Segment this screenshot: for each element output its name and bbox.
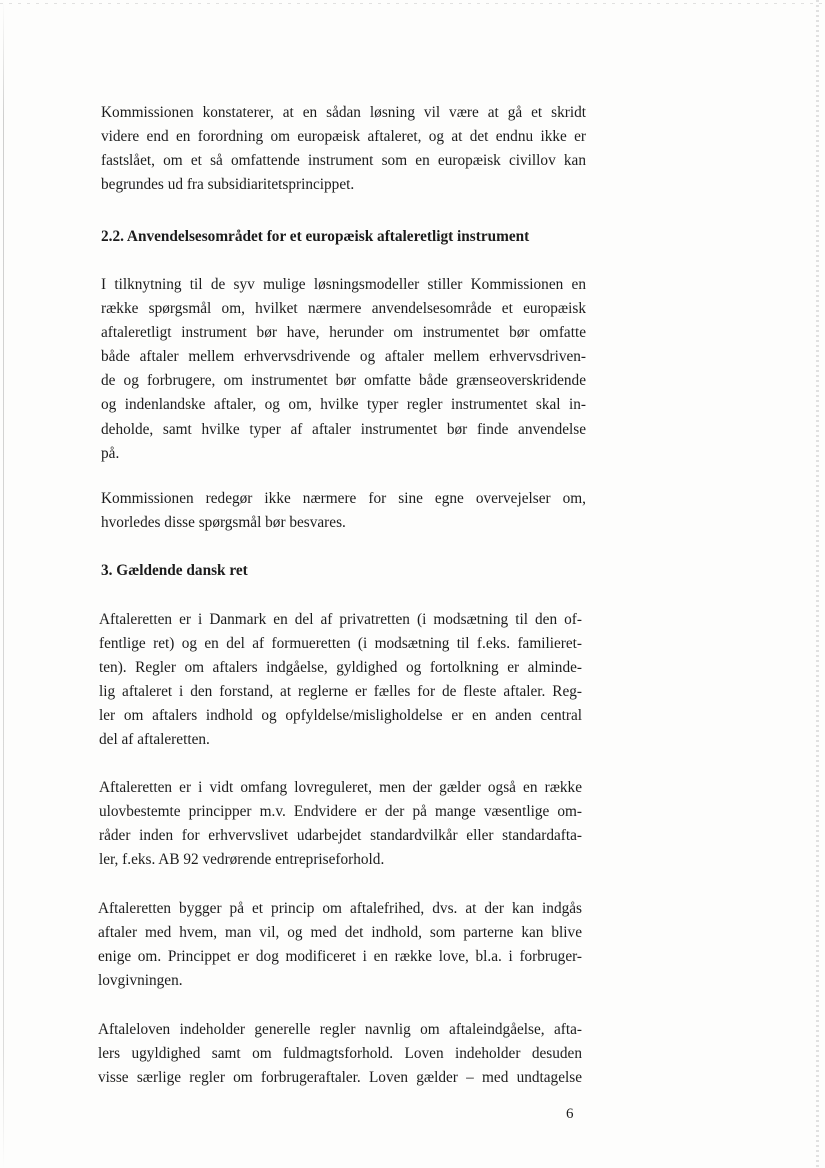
paragraph-line: visse særlige regler om forbrugeraftaler. Loven gælder – med undtagelse bbox=[98, 1069, 582, 1087]
paragraph-1 bbox=[101, 101, 586, 197]
paragraph-line: ulovbestemte principper m.v. Endvidere er der på mange væsentlige om- bbox=[99, 803, 582, 821]
paragraph-line: ler om aftalers indhold og opfyldelse/misligholdelse er en anden central bbox=[99, 707, 582, 725]
paragraph-line: og indenlandske aftaler, og om, hvilke typer regler instrumentet skal in- bbox=[101, 396, 586, 414]
paragraph-line: Aftaleretten er i vidt omfang lovreguleret, men der gælder også en række bbox=[99, 779, 582, 796]
paragraph-line: lovgivningen. bbox=[98, 972, 183, 990]
paragraph-line: hvorledes disse spørgsmål bør besvares. bbox=[101, 514, 346, 532]
paragraph-line: fastslået, om et så omfattende instrument som en europæisk civillov kan bbox=[101, 152, 586, 170]
paragraph-2 bbox=[101, 273, 586, 466]
paragraph-line: ler, f.eks. AB 92 vedrørende entrepriseforhold. bbox=[99, 851, 385, 869]
paragraph-7 bbox=[98, 1018, 582, 1090]
paragraph-line: fentlige ret) og en del af formueretten (i modsætning til f.eks. familieret- bbox=[99, 635, 582, 653]
paragraph-line: Kommissionen redegør ikke nærmere for sine egne overvejelser om, bbox=[101, 490, 586, 507]
section-heading-2-2: 2.2. Anvendelsesområdet for et europæisk aftaleretligt instrument bbox=[101, 228, 530, 245]
paragraph-line: I tilknytning til de syv mulige løsningsmodeller stiller Kommissionen en bbox=[101, 276, 586, 293]
scan-edge-right bbox=[816, 0, 819, 1168]
paragraph-line: del af aftaleretten. bbox=[99, 731, 210, 749]
paragraph-line: Aftaleretten er i Danmark en del af privatretten (i modsætning til den of- bbox=[99, 611, 582, 628]
section-heading-3: 3. Gældende dansk ret bbox=[101, 562, 248, 579]
paragraph-line: lers ugyldighed samt om fuldmagtsforhold. Loven indeholder desuden bbox=[98, 1045, 582, 1063]
paragraph-line: begrundes ud fra subsidiaritetsprincippet. bbox=[101, 176, 355, 194]
paragraph-4 bbox=[99, 608, 582, 753]
paragraph-3 bbox=[101, 487, 586, 535]
paragraph-line: Kommissionen konstaterer, at en sådan løsning vil være at gå et skridt bbox=[101, 104, 586, 121]
paragraph-line: Aftaleloven indeholder generelle regler navnlig om aftaleindgåelse, afta- bbox=[98, 1021, 582, 1038]
scan-edge-top bbox=[0, 3, 825, 4]
paragraph-line: aftaleretligt instrument bør have, herunder om instrumentet bør omfatte bbox=[101, 324, 586, 342]
paragraph-line: Aftaleretten bygger på et princip om aftalefrihed, dvs. at der kan indgås bbox=[98, 900, 582, 917]
paragraph-line: deholde, samt hvilke typer af aftaler instrumentet bør finde anvendelse bbox=[101, 420, 586, 438]
paragraph-line: ten). Regler om aftalers indgåelse, gyldighed og fortolkning er alminde- bbox=[99, 659, 582, 677]
paragraph-line: både aftaler mellem erhvervsdrivende og aftaler mellem erhvervsdriven- bbox=[101, 348, 586, 366]
paragraph-line: videre end en forordning om europæisk aftaleret, og at det endnu ikke er bbox=[101, 128, 586, 146]
paragraph-line: på. bbox=[101, 444, 120, 462]
paragraph-line: de og forbrugere, om instrumentet bør omfatte både grænseoverskridende bbox=[101, 372, 586, 390]
paragraph-line: enige om. Princippet er dog modificeret i en række love, bl.a. i forbruger- bbox=[98, 948, 582, 966]
paragraph-line: lig aftaleret i den forstand, at reglerne er fælles for de fleste aftaler. Reg- bbox=[99, 683, 582, 701]
paragraph-line: aftaler med hvem, man vil, og med det indhold, som parterne kan blive bbox=[98, 924, 582, 942]
scan-edge-left bbox=[3, 0, 4, 1168]
paragraph-6 bbox=[98, 897, 582, 993]
paragraph-line: råder inden for erhvervslivet udarbejdet standardvilkår eller standardafta- bbox=[99, 827, 582, 845]
paragraph-line: række spørgsmål om, hvilket nærmere anvendelsesområde et europæisk bbox=[101, 300, 586, 318]
paragraph-5 bbox=[99, 776, 582, 872]
page-number: 6 bbox=[566, 1106, 574, 1122]
